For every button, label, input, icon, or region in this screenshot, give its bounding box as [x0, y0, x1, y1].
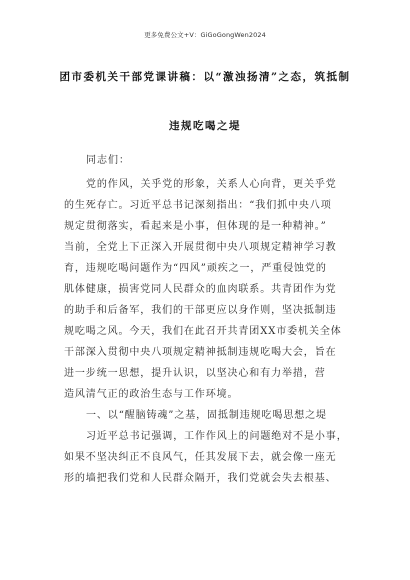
paragraph-line: 造风清气正的政治生态与工作环境。: [64, 389, 239, 400]
paragraph-1: [64, 174, 354, 405]
section-heading: 一、以“醒脑铸魂”之基，固抵制违规吃喝思想之堤: [86, 410, 327, 421]
paragraph-line: 党的作风，关乎党的形象，关系人心向背，更关乎党: [86, 179, 337, 190]
paragraph-2: [64, 426, 354, 489]
paragraph-line: 干部深入贯彻中央八项规定精神抵制违规吃喝大会，旨在: [64, 347, 337, 358]
paragraph-line: 形的墙把我们党和人民群众隔开，我们党就会失去根基、: [64, 473, 337, 484]
paragraph-line: 的助手和后备军，我们的干部更应以身作则，坚决抵制违: [64, 305, 337, 316]
paragraph-line: 规定贯彻落实，看起来是小事，但体现的是一种精神。”: [64, 221, 327, 232]
paragraph-line: 当前，全党上下正深入开展贯彻中央八项规定精神学习教: [64, 242, 337, 253]
paragraph-line: 肌体健康，损害党同人民群众的血肉联系。共青团作为党: [64, 284, 337, 295]
paragraph-line: 进一步统一思想，提升认识，以坚决心和有力举措，营: [64, 368, 326, 379]
paragraph-line: 如果不坚决纠正不良风气，任其发展下去，就会像一座无: [64, 452, 337, 463]
document-title-line-1: 团市委机关干部党课讲稿：以“激浊扬清”之态，筑抵制: [59, 71, 351, 83]
paragraph-line: 规吃喝之风。今天，我们在此召开共青团XX市委机关全体: [64, 326, 342, 337]
paragraph-line: 育，违规吃喝问题作为“四风”顽疾之一，严重侵蚀党的: [64, 263, 327, 274]
section-heading-block: [64, 405, 354, 426]
header-note: 更多免费公文+V：GiGoGongWen2024: [144, 31, 266, 39]
paragraph-line: 习近平总书记强调，工作作风上的问题绝对不是小事，: [86, 431, 348, 442]
salutation: 同志们：: [86, 155, 130, 166]
paragraph-line: 的生死存亡。习近平总书记深刻指出：“我们抓中央八项: [64, 200, 332, 211]
document-title-line-2: 违规吃喝之堤: [169, 120, 241, 132]
